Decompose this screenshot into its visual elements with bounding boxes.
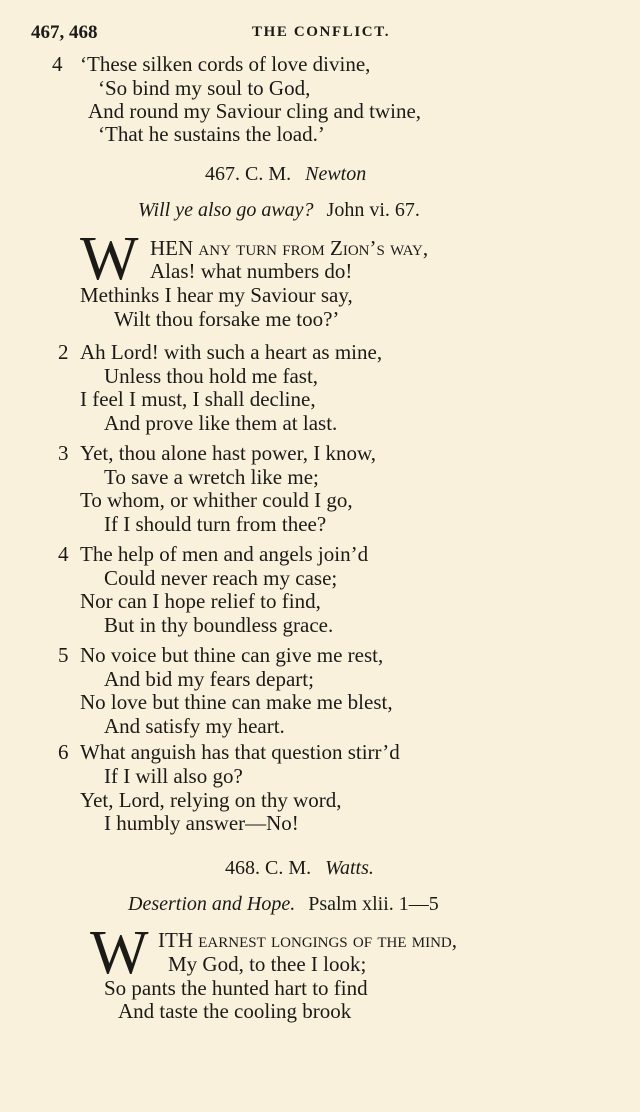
verse-line: And round my Saviour cling and twine, [88, 99, 422, 123]
hymn-number-meter: 467. C. M. [205, 163, 292, 185]
stanza-number: 4 [52, 52, 63, 76]
drop-capital: W [90, 919, 149, 987]
verse-line: ITH earnest longings of the mind, [158, 928, 457, 952]
stanza-number: 2 [58, 340, 69, 364]
verse-line: If I will also go? [104, 764, 243, 788]
verse-line: No voice but thine can give me rest, [80, 643, 384, 667]
verse-line: Ah Lord! with such a heart as mine, [80, 340, 383, 364]
hymn-subtitle [128, 893, 439, 916]
verse-line: And prove like them at last. [104, 411, 338, 435]
hymn-heading [225, 857, 374, 880]
verse-line: The help of men and angels join’d [80, 542, 369, 566]
verse-line: No love but thine can make me blest, [80, 690, 393, 714]
verse-line: ‘That he sustains the load.’ [98, 122, 325, 146]
stanza-number: 4 [58, 542, 69, 566]
verse-line: Alas! what numbers do! [150, 259, 353, 283]
page-hymn-numbers: 467, 468 [31, 22, 98, 43]
verse-line: I feel I must, I shall decline, [80, 387, 316, 411]
subtitle-text: Will ye also go away? [138, 199, 314, 221]
verse-line: To whom, or whither could I go, [80, 488, 353, 512]
verse-line: Yet, thou alone hast power, I know, [80, 441, 377, 465]
verse-line: And taste the cooling brook [118, 999, 352, 1023]
verse-line: What anguish has that question stirr’d [80, 740, 400, 764]
verse-line: And bid my fears depart; [104, 667, 314, 691]
verse-line: ‘These silken cords of love divine, [80, 52, 371, 76]
verse-line: ‘So bind my soul to God, [98, 76, 311, 100]
scripture-reference: Psalm xlii. 1—5 [308, 893, 439, 915]
stanza-number: 6 [58, 740, 69, 764]
verse-line: HEN any turn from Zion’s way, [150, 236, 429, 260]
verse-line: My God, to thee I look; [168, 952, 367, 976]
verse-line: And satisfy my heart. [104, 714, 285, 738]
verse-line: If I should turn from thee? [104, 512, 327, 536]
hymn-author: Watts. [325, 857, 374, 879]
verse-line: Yet, Lord, relying on thy word, [80, 788, 342, 812]
scripture-reference: John vi. 67. [326, 199, 420, 221]
subtitle-text: Desertion and Hope. [128, 893, 296, 915]
verse-line: To save a wretch like me; [104, 465, 319, 489]
verse-line: I humbly answer—No! [104, 811, 299, 835]
running-title: THE CONFLICT. [252, 24, 391, 40]
verse-line: But in thy boundless grace. [104, 613, 334, 637]
stanza-number: 5 [58, 643, 69, 667]
verse-line: Could never reach my case; [104, 566, 338, 590]
stanza-number: 3 [58, 441, 69, 465]
verse-line: Nor can I hope relief to find, [80, 589, 321, 613]
verse-line: Methinks I hear my Saviour say, [80, 283, 353, 307]
drop-capital: W [80, 225, 139, 293]
hymn-subtitle [138, 199, 420, 222]
hymn-author: Newton [305, 163, 367, 185]
verse-line: So pants the hunted hart to find [104, 976, 368, 1000]
hymn-number-meter: 468. C. M. [225, 857, 312, 879]
verse-line: Unless thou hold me fast, [104, 364, 319, 388]
hymn-heading [205, 163, 366, 186]
verse-line: Wilt thou forsake me too?’ [114, 307, 340, 331]
